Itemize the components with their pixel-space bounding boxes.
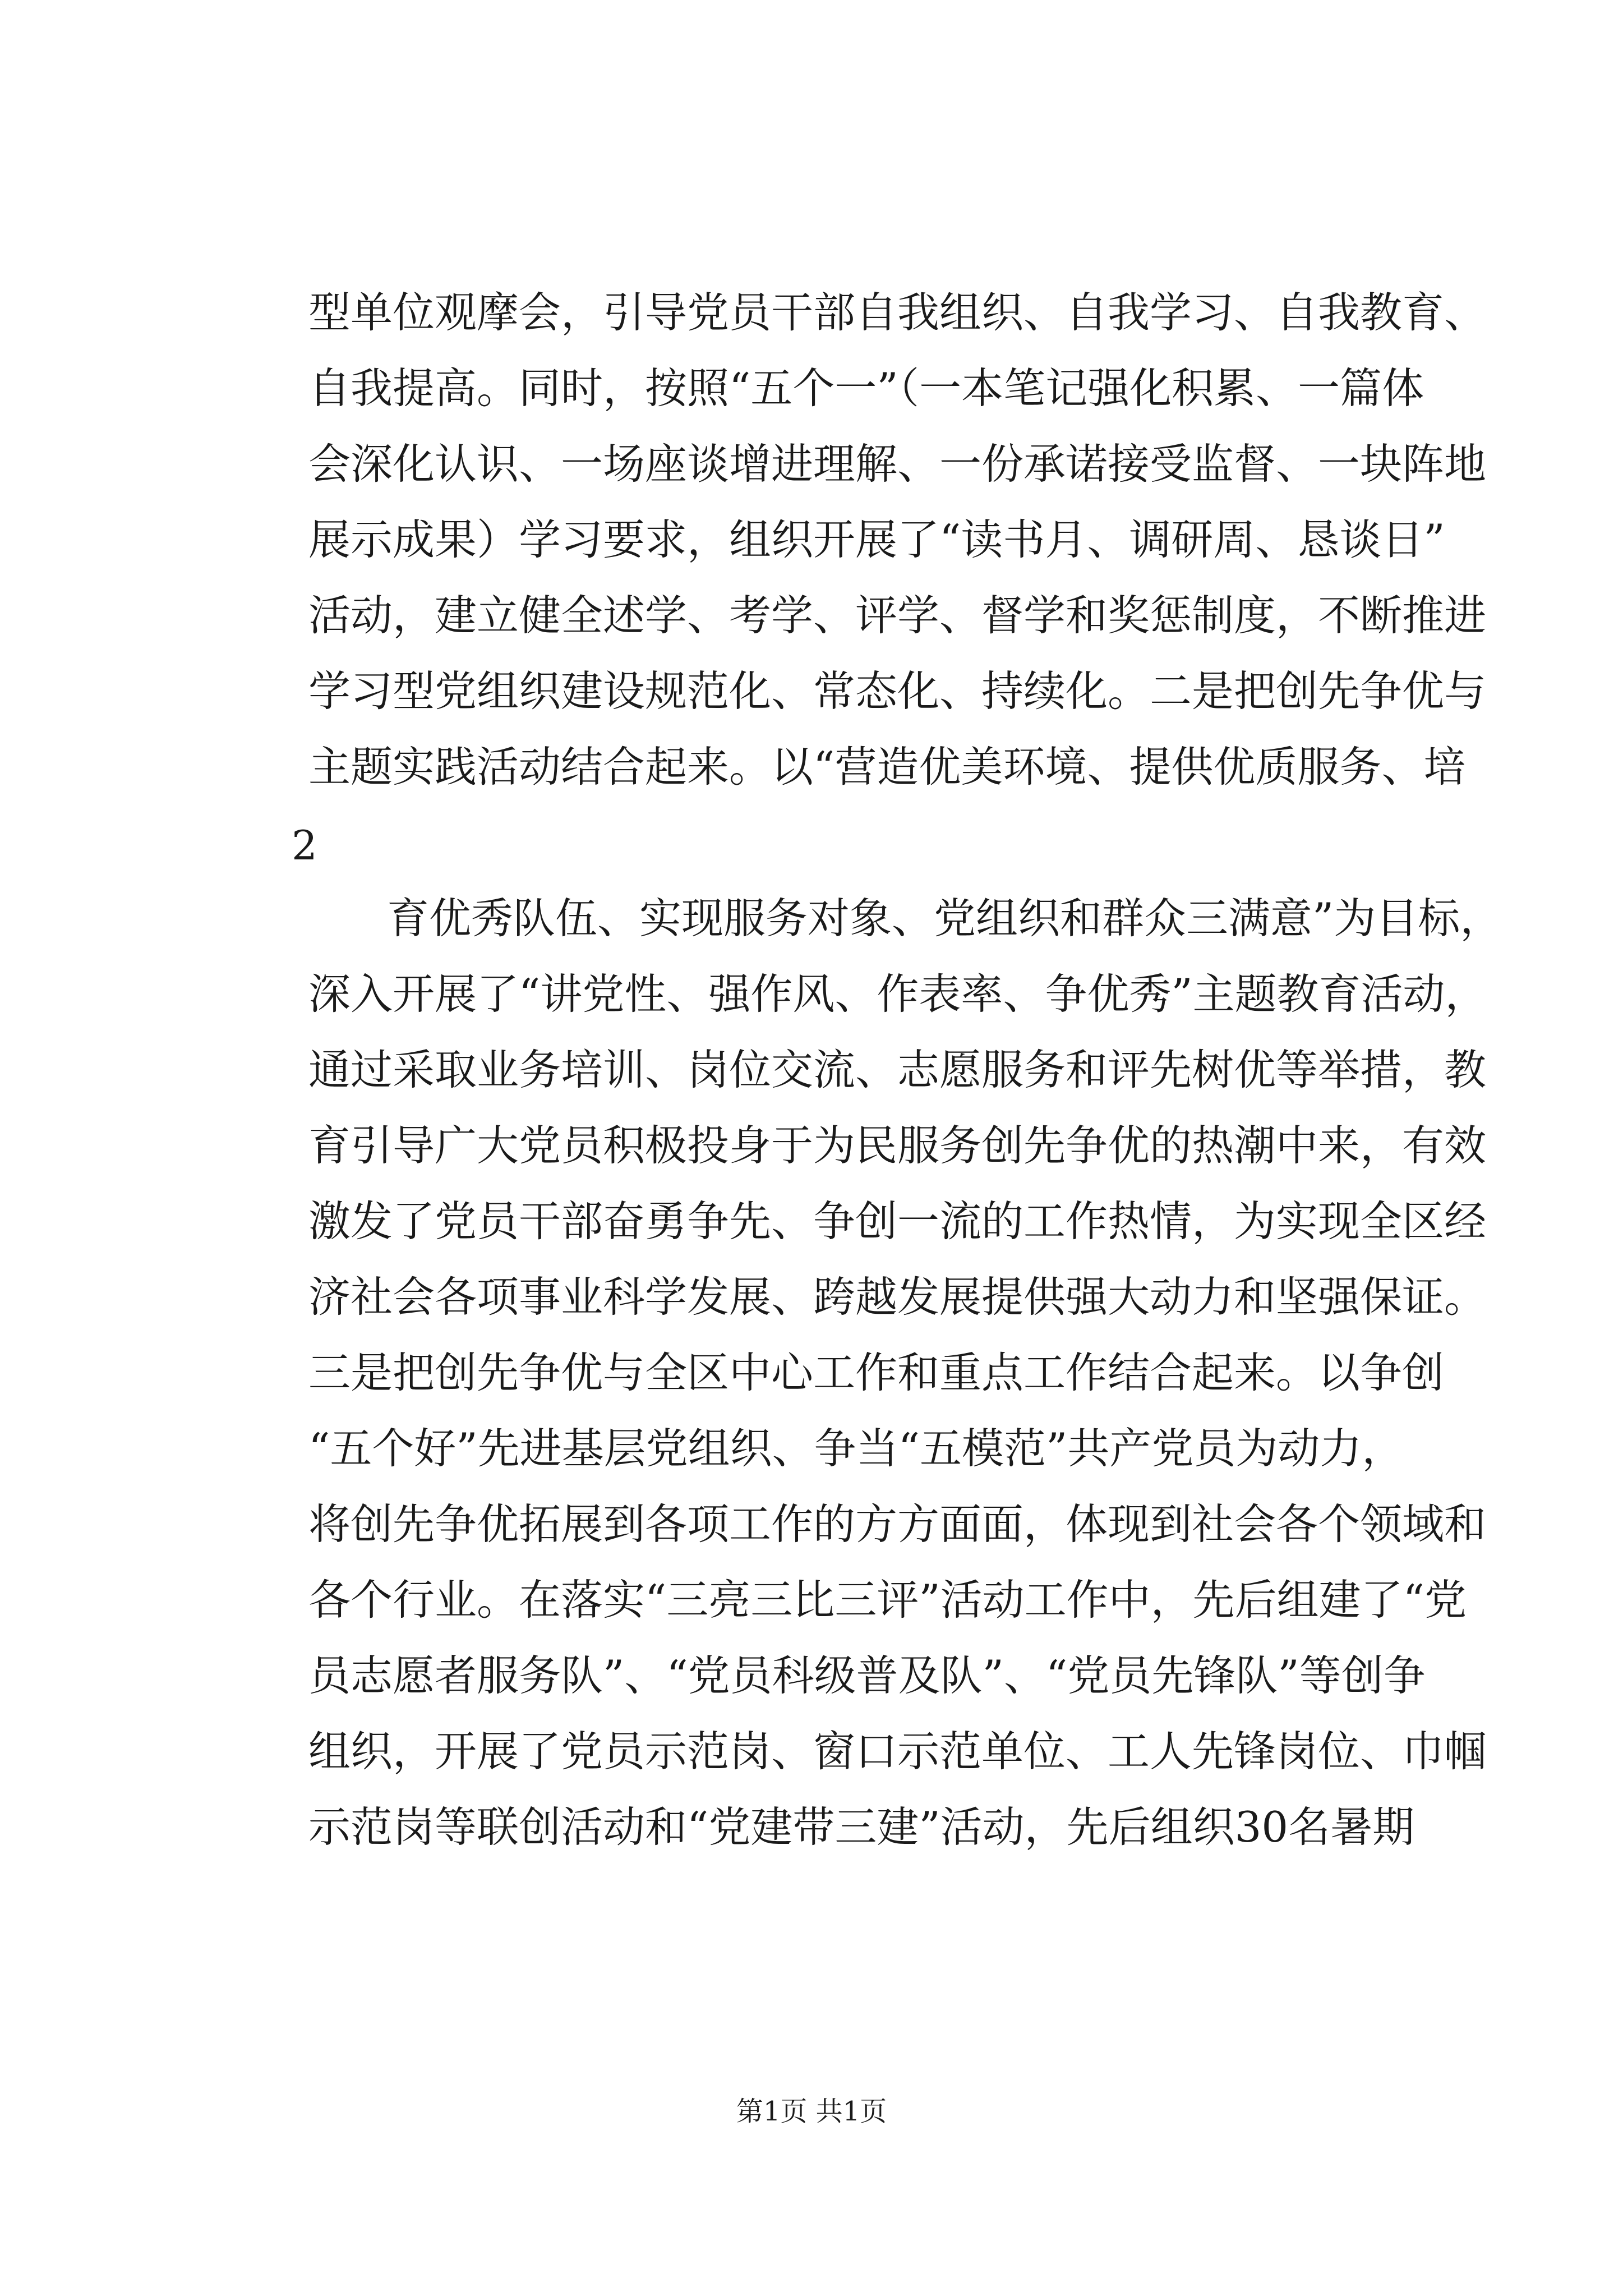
text-line: 将创先争优拓展到各项工作的方方面面，体现到社会各个领域和 <box>308 1499 1487 1549</box>
text-line: 济社会各项事业科学发展、跨越发展提供强大动力和坚强保证。 <box>308 1272 1487 1322</box>
text-line: “五个好”先进基层党组织、争当“五模范”共产党员为动力， <box>308 1424 1404 1473</box>
text-line: 通过采取业务培训、岗位交流、志愿服务和评先树优等举措，教 <box>308 1045 1487 1094</box>
text-line: 学习型党组织建设规范化、常态化、持续化。二是把创先争优与 <box>308 666 1487 716</box>
text-line: 示范岗等联创活动和“党建带三建”活动，先后组织30名暑期 <box>308 1802 1415 1852</box>
text-line: 育引导广大党员积极投身于为民服务创先争优的热潮中来，有效 <box>308 1121 1487 1170</box>
text-line: 深入开展了“讲党性、强作风、作表率、争优秀”主题教育活动， <box>308 969 1487 1019</box>
text-line: 三是把创先争优与全区中心工作和重点工作结合起来。以争创 <box>308 1348 1445 1397</box>
text-line: 主题实践活动结合起来。以“营造优美环境、提供优质服务、培 <box>308 742 1466 792</box>
text-line: 各个行业。在落实“三亮三比三评”活动工作中，先后组建了“党 <box>308 1575 1467 1625</box>
text-line: 型单位观摩会，引导党员干部自我组织、自我学习、自我教育、 <box>308 288 1487 337</box>
text-line: 员志愿者服务队”、“党员科级普及队”、“党员先锋队”等创争 <box>308 1651 1426 1700</box>
text-line: 展示成果）学习要求，组织开展了“读书月、调研周、恳谈日” <box>308 515 1445 564</box>
text-line: 育优秀队伍、实现服务对象、党组织和群众三满意”为目标， <box>387 894 1502 943</box>
text-line: 会深化认识、一场座谈增进理解、一份承诺接受监督、一块阵地 <box>308 439 1487 489</box>
text-line: 激发了党员干部奋勇争先、争创一流的工作热情，为实现全区经 <box>308 1197 1487 1246</box>
text-line: 自我提高。同时，按照“五个一”（一本笔记强化积累、一篇体 <box>308 364 1424 413</box>
text-line: 组织，开展了党员示范岗、窗口示范单位、工人先锋岗位、巾帼 <box>308 1727 1487 1776</box>
text-line: 活动，建立健全述学、考学、评学、督学和奖惩制度，不断推进 <box>308 591 1487 640</box>
page-footer: 第1页 共1页 <box>736 2096 887 2127</box>
page-number: 2 <box>292 822 317 869</box>
